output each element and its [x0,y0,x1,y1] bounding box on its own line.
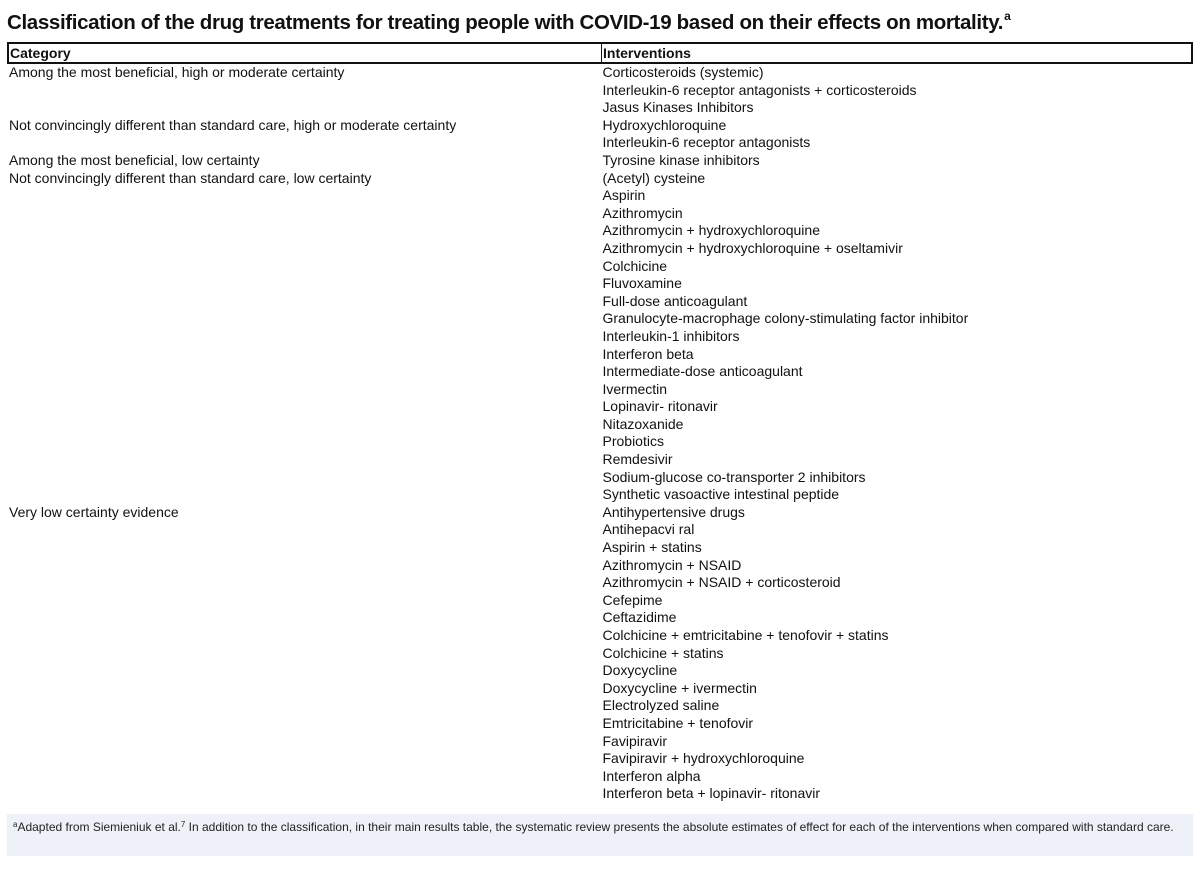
intervention-item: Interleukin-6 receptor antagonists + corticosteroids [602,81,917,98]
category-cell: Among the most beneficial, low certainty [9,151,260,168]
intervention-item: Interleukin-1 inhibitors [602,327,740,344]
intervention-item: Full-dose anticoagulant [602,292,748,309]
interventions-cell [602,170,1193,504]
table-title-text: Classification of the drug treatments for treating people with COVID-19 based on their effects on mortality. [7,11,1004,34]
table-row [8,63,1192,117]
footnote [7,814,1193,856]
intervention-item: Emtricitabine + tenofovir [602,714,754,731]
intervention-item: Antihepacvi ral [602,521,695,538]
header-category: Category [8,43,602,63]
table-row [8,504,1192,803]
interventions-cell [602,117,1193,152]
intervention-item: Aspirin [602,187,646,204]
intervention-item: Colchicine + statins [602,644,724,661]
table-row [8,152,1192,170]
intervention-item: Sodium-glucose co-transporter 2 inhibitors [602,468,866,485]
intervention-item: Interferon beta + lopinavir- ritonavir [602,785,820,802]
intervention-item: Electrolyzed saline [602,697,720,714]
intervention-item: Azithromycin + hydroxychloroquine + oseltamivir [602,239,903,256]
category-cell: Not convincingly different than standard care, low certainty [9,169,372,186]
footnote-text-after-ref: In addition to the classification, in their main results table, the systematic review presents the absolute estimates of effect for each of the interventions when compared with standard care. [185,820,1174,834]
intervention-item: Colchicine + emtricitabine + tenofovir + statins [602,627,889,643]
intervention-item: Intermediate-dose anticoagulant [602,363,803,380]
intervention-item: Fluvoxamine [602,275,682,292]
intervention-item: Interferon beta [602,345,694,362]
intervention-item: Probiotics [602,433,664,450]
intervention-item: Favipiravir + hydroxychloroquine [602,750,805,767]
interventions-cell [602,63,1193,117]
category-cell: Not convincingly different than standard care, high or moderate certainty [9,116,457,133]
intervention-item: Synthetic vasoactive intestinal peptide [602,486,840,503]
interventions-cell [602,504,1193,803]
intervention-item: Ivermectin [602,380,668,397]
footnote-marker: a [13,820,18,829]
table-row [8,170,1192,504]
intervention-item: Favipiravir [602,732,668,749]
intervention-item: Azithromycin + NSAID [602,556,742,573]
intervention-item: Corticosteroids (systemic) [602,64,764,80]
intervention-item: Ceftazidime [602,609,677,626]
footnote-text-before-ref: Adapted from Siemieniuk et al. [17,820,181,834]
category-cell: Among the most beneficial, high or moderate certainty [9,64,345,80]
table-title [7,8,1193,42]
intervention-item: Tyrosine kinase inhibitors [602,151,760,168]
intervention-item: Azithromycin [602,204,683,221]
intervention-item: Doxycycline [602,662,678,679]
classification-table [7,42,1193,803]
intervention-item: Interferon alpha [602,767,701,784]
intervention-item: Nitazoxanide [602,415,684,432]
document-page [7,8,1193,803]
intervention-item: Jasus Kinases Inhibitors [602,99,754,116]
table-header-row [8,43,1192,63]
intervention-item: Lopinavir- ritonavir [602,398,718,415]
table-row [8,117,1192,152]
intervention-item: Aspirin + statins [602,539,702,556]
intervention-item: Remdesivir [602,451,673,468]
intervention-item: (Acetyl) cysteine [602,169,706,186]
footnote-reference: 7 [180,820,186,829]
intervention-item: Granulocyte-macrophage colony-stimulating factor inhibitor [602,310,969,327]
intervention-item: Doxycycline + ivermectin [602,679,757,696]
table-body [8,63,1192,803]
intervention-item: Azithromycin + hydroxychloroquine [602,222,820,239]
interventions-cell [602,152,1193,170]
intervention-item: Colchicine [602,257,668,274]
intervention-item: Hydroxychloroquine [602,116,727,133]
intervention-item: Azithromycin + NSAID + corticosteroid [602,574,841,591]
intervention-item: Antihypertensive drugs [602,503,745,520]
intervention-item: Interleukin-6 receptor antagonists [602,134,811,151]
category-cell: Very low certainty evidence [9,503,179,520]
title-footnote-marker: a [1004,9,1011,23]
intervention-item: Cefepime [602,591,663,608]
header-interventions: Interventions [602,43,1193,63]
